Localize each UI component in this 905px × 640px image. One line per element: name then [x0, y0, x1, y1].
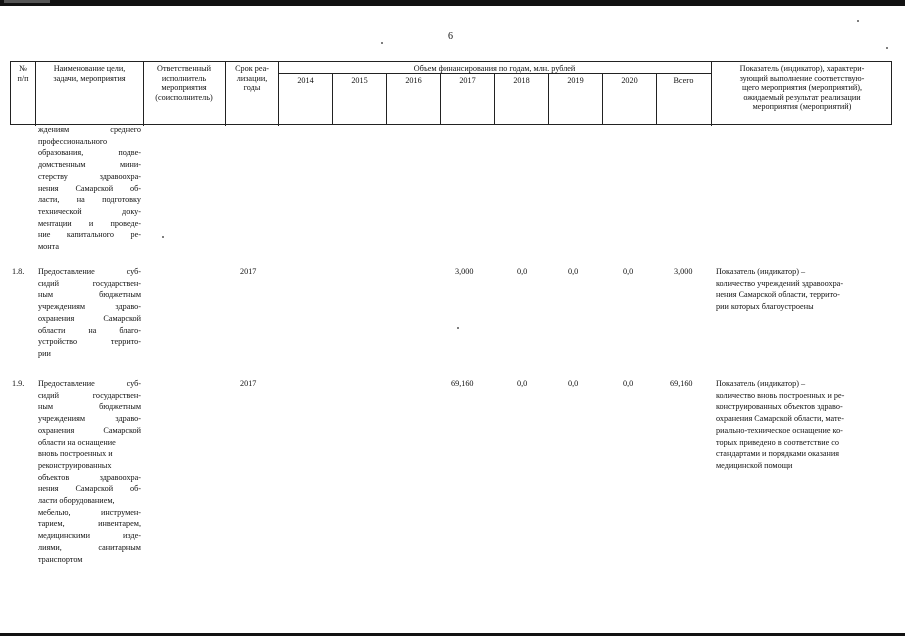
scan-speck [857, 20, 859, 22]
header-total: Всего [673, 76, 694, 85]
header-year-2016: 2016 [405, 76, 422, 85]
header-name-line: задачи, мероприятия [53, 73, 126, 83]
name-line: ным бюджетным [38, 402, 141, 412]
table-column-divider [35, 61, 36, 124]
header-name-line: Наименование цели, [53, 64, 126, 73]
header-resp-line: мероприятия [161, 83, 207, 93]
row-term: 2017 [240, 379, 257, 388]
indicator-line: рии которых благоустроены [716, 302, 814, 312]
row-number: 1.9. [12, 379, 25, 388]
name-line: стерству здравоохра- [38, 171, 141, 181]
continuation-name [38, 124, 141, 253]
row-term: 2017 [240, 267, 257, 276]
name-line: охранения Самарской [38, 425, 141, 435]
value-2019: 0,0 [568, 267, 579, 276]
name-line: объектов здравоохра- [38, 472, 141, 482]
name-line: ментации и проведе- [38, 218, 141, 228]
name-line: образования, подве- [38, 148, 141, 158]
row-number: 1.8. [12, 267, 25, 276]
name-line: сидий государствен- [38, 390, 141, 400]
indicator-line: стандартами и порядками оказания [716, 449, 840, 459]
indicator-line: торых приведено в соответствие со [716, 437, 840, 447]
name-line: монта [38, 242, 59, 252]
name-line: ждениям среднего [38, 125, 141, 134]
name-line: охранения Самарской [38, 313, 141, 323]
indicator-line: количество учреждений здравоохра- [716, 278, 844, 288]
name-line: профессионального [38, 136, 108, 146]
header-year-2015: 2015 [351, 76, 368, 85]
name-line: ласти оборудованием, [38, 496, 115, 506]
header-year-2019: 2019 [567, 76, 584, 85]
scan-speck [162, 236, 164, 238]
value-2018: 0,0 [517, 267, 528, 276]
header-num-line: п/п [17, 73, 29, 83]
value-2019: 0,0 [568, 379, 579, 388]
indicator-line: медицинской помощи [716, 460, 793, 470]
indicator-line: конструированных объектов здраво- [716, 402, 843, 412]
indicator-line: количество вновь построенных и ре- [716, 390, 845, 400]
scan-speck [381, 42, 383, 44]
header-term-line: лизации, [236, 73, 268, 83]
name-line: устройство террито- [38, 337, 141, 347]
name-line: сидий государствен- [38, 278, 141, 288]
name-line: мебелью, инструмен- [38, 507, 141, 517]
value-total: 3,000 [674, 267, 693, 276]
header-resp-line: (соисполнитель) [155, 92, 213, 102]
header-num-line: № [19, 64, 27, 73]
name-line: лиями, санитарным [38, 542, 141, 552]
header-indicator-line: зующий выполнение соответствую- [739, 73, 865, 83]
name-line: нения Самарской об- [38, 183, 141, 193]
row-indicator [716, 266, 896, 313]
header-indicator-line: щего мероприятия (мероприятий), [741, 83, 863, 93]
indicator-line: риально-техническое оснащение ко- [716, 425, 843, 435]
name-line: домственным мини- [38, 160, 141, 170]
name-line: реконструированных [38, 460, 112, 470]
page-number: 6 [448, 31, 453, 42]
header-name [37, 64, 142, 83]
value-2017: 3,000 [455, 267, 474, 276]
header-responsible [144, 64, 224, 102]
name-line: вновь построенных и [38, 449, 113, 459]
name-line: транспортом [38, 554, 83, 564]
indicator-line: Показатель (индикатор) – [716, 267, 806, 276]
header-indicator-line: ожидаемый результат реализации [743, 92, 861, 102]
table-column-divider [711, 124, 712, 126]
header-num [12, 64, 34, 83]
scan-top-border [0, 0, 905, 6]
header-year-2018: 2018 [513, 76, 530, 85]
name-line: рии [38, 348, 51, 358]
name-line: ласти, на подготовку [38, 195, 141, 205]
value-2020: 0,0 [623, 267, 634, 276]
header-resp-line: исполнитель [161, 73, 207, 83]
name-line: учреждениям здраво- [38, 302, 141, 312]
table-column-divider [35, 124, 36, 126]
value-total: 69,160 [670, 379, 693, 388]
header-year-2017: 2017 [459, 76, 476, 85]
name-line: технической доку- [38, 206, 141, 216]
value-2020: 0,0 [623, 379, 634, 388]
table-column-divider [10, 61, 11, 124]
header-term-line: Срок реа- [235, 64, 269, 73]
indicator-line: Показатель (индикатор) – [716, 379, 806, 388]
header-indicator [712, 64, 892, 112]
table-column-divider [278, 124, 279, 126]
name-line: медицинскими изде- [38, 531, 141, 541]
header-funding-title: Объем финансирования по годам, млн. рублей [413, 64, 576, 73]
scan-corner-mark [4, 0, 50, 3]
name-line: тарием, инвентарем, [38, 519, 141, 529]
header-term [226, 64, 278, 93]
name-line: Предоставление суб- [38, 267, 141, 276]
header-term-line: годы [243, 83, 261, 93]
name-line: области на оснащение [38, 437, 116, 447]
scan-speck [886, 47, 888, 49]
indicator-line: нения Самарской области, террито- [716, 290, 840, 300]
name-line: ние капитального ре- [38, 230, 141, 240]
header-indicator-line: Показатель (индикатор), характери- [739, 64, 865, 73]
scan-bottom-border [0, 633, 905, 636]
name-line: нения Самарской об- [38, 484, 141, 494]
row-indicator [716, 378, 896, 472]
value-2017: 69,160 [451, 379, 474, 388]
header-year-2014: 2014 [297, 76, 314, 85]
name-line: ным бюджетным [38, 290, 141, 300]
header-year-2020: 2020 [621, 76, 638, 85]
value-2018: 0,0 [517, 379, 528, 388]
header-resp-line: Ответственный [157, 64, 211, 73]
indicator-line: охранения Самарской области, мате- [716, 414, 844, 424]
table-column-divider [143, 124, 144, 126]
name-line: области на благо- [38, 325, 141, 335]
header-indicator-line: мероприятия (мероприятий) [752, 102, 852, 112]
row-name [38, 266, 141, 360]
name-line: учреждениям здраво- [38, 414, 141, 424]
name-line: Предоставление суб- [38, 379, 141, 388]
scan-speck [457, 327, 459, 329]
table-column-divider [225, 124, 226, 126]
row-name [38, 378, 141, 565]
